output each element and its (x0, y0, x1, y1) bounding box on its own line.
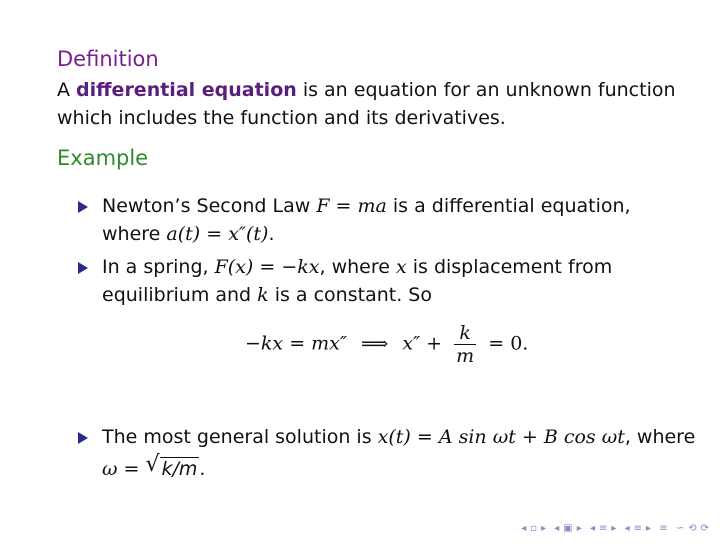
bullet2-text-a: In a spring, (102, 256, 215, 278)
fraction-numerator: k (459, 322, 471, 344)
display-equation (245, 322, 528, 382)
bullet2-var-k: k (257, 284, 269, 306)
nav-back-icon[interactable]: ⟲ (688, 523, 698, 534)
nav-search-icon[interactable]: ∽ (675, 523, 686, 534)
bullet1-text-d: . (268, 223, 275, 245)
omega-label: ω = (102, 458, 140, 480)
display-rhs: = 0. (488, 332, 529, 355)
definition-line1-rest: is an equation for an unknown function (296, 79, 676, 101)
nav-section-icon[interactable]: ≡ (599, 523, 609, 534)
beamer-navigation[interactable] (518, 523, 710, 534)
bullet1-text-c: where (102, 223, 167, 245)
example-title: Example (57, 146, 149, 170)
bullet3-text-a: The most general solution is (102, 426, 378, 448)
fraction-k-over-m (454, 322, 476, 367)
display-mid: x″ + (402, 332, 443, 355)
radical-icon: √ (145, 452, 160, 477)
bullet1-text-b: is a differential equation, (386, 195, 631, 217)
definition-line-1 (57, 76, 697, 104)
bullet2-equation-hooke: F(x) = −kx (214, 256, 320, 278)
definition-title: Definition (57, 47, 159, 71)
display-lhs: −kx = mx″ (245, 332, 347, 355)
nav-frame-next-icon[interactable]: ▸ (541, 523, 548, 534)
nav-subsection-icon[interactable]: ≡ (633, 523, 644, 534)
nav-subsection-next-icon[interactable]: ▸ (646, 523, 653, 534)
implies-symbol: ⟹ (361, 332, 389, 355)
nav-sub-prev-icon[interactable]: ◂ (554, 523, 561, 534)
bullet2-text-c: is displacement from (406, 256, 613, 278)
nav-frame-prev-icon[interactable]: ◂ (521, 523, 528, 534)
nav-section-next-icon[interactable]: ▸ (611, 523, 618, 534)
bullet1-equation-acceleration: a(t) = x″(t) (166, 223, 269, 245)
radicand: k/m (161, 458, 198, 480)
bullet1-text-a: Newton’s Second Law (102, 195, 317, 217)
nav-forward-icon[interactable]: ⟳ (700, 523, 710, 534)
definition-line-2: which includes the function and its derivatives. (57, 107, 506, 129)
bullet2-text-b: , where (319, 256, 396, 278)
definition-body (57, 76, 697, 132)
nav-frame-icon[interactable]: ▫ (530, 523, 539, 534)
bullet2-var-x: x (395, 256, 407, 278)
nav-sub-icon[interactable]: ▣ (563, 523, 574, 534)
bullet1-equation-f-ma: F = ma (316, 195, 387, 217)
bullet2-text-e: is a constant. So (268, 284, 432, 306)
bullet2-text-d: equilibrium and (102, 284, 258, 306)
square-root (145, 452, 200, 483)
bullet-arrow-icon (78, 201, 88, 213)
definition-term: differential equation (76, 79, 297, 101)
bullet-arrow-icon (78, 432, 88, 444)
bullet-arrow-icon (78, 262, 88, 274)
nav-sub-next-icon[interactable]: ▸ (576, 523, 583, 534)
definition-prefix: A (57, 79, 77, 101)
bullet3-end: . (199, 458, 206, 480)
nav-section-prev-icon[interactable]: ◂ (589, 523, 596, 534)
bullet3-general-solution: x(t) = A sin ωt + B cos ωt (377, 426, 625, 448)
nav-toc-icon[interactable]: ≡ (659, 523, 669, 534)
fraction-denominator: m (456, 345, 475, 367)
bullet3-text-b: , where (624, 426, 696, 448)
nav-subsection-prev-icon[interactable]: ◂ (624, 523, 631, 534)
